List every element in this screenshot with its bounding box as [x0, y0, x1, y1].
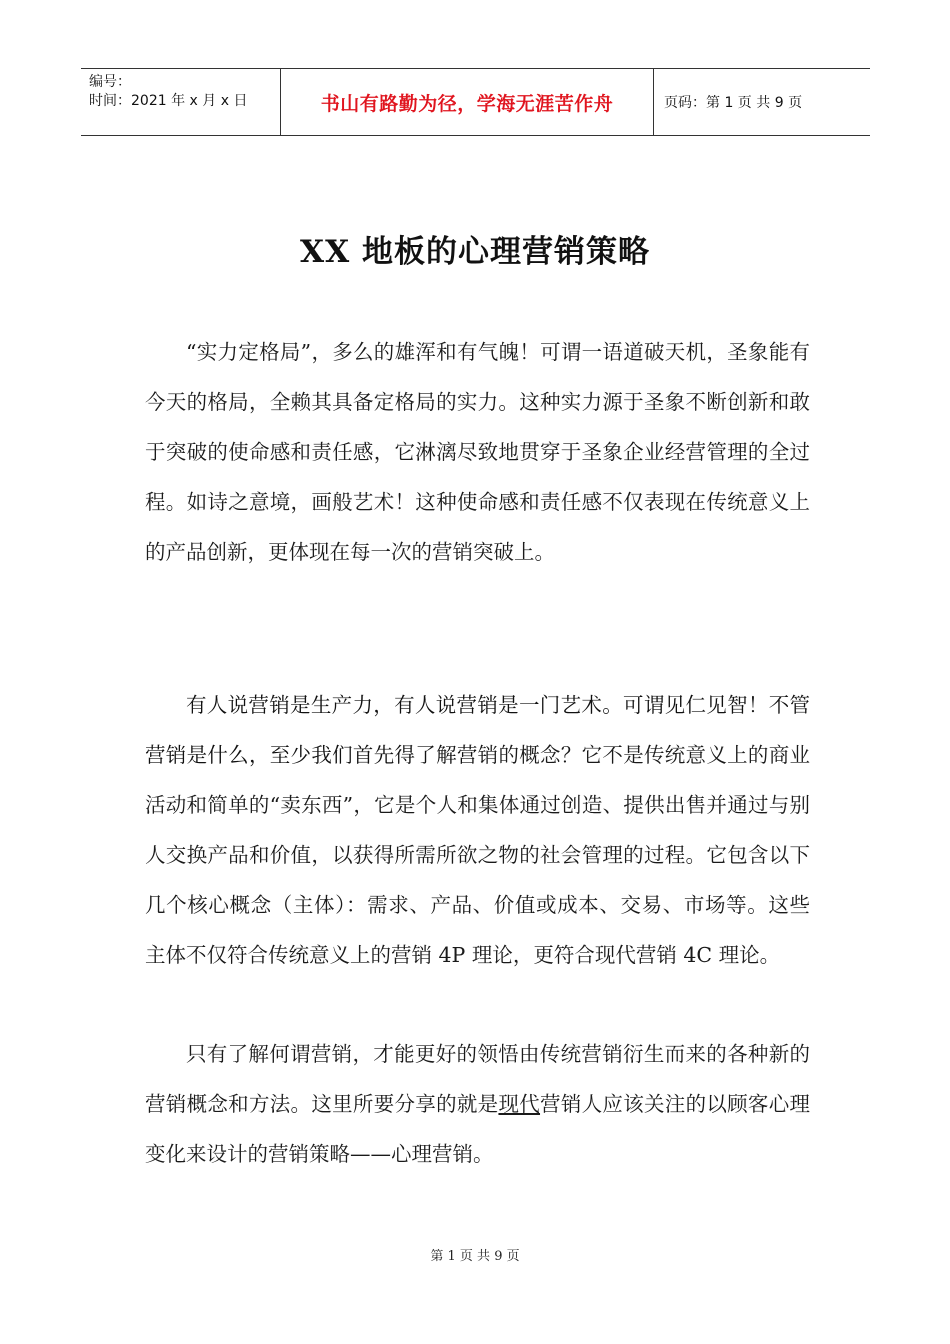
- paragraph-2-serif-run: 销的概念？它不是传统意义上的商业活动和简单的“卖东西”，它是个人和集体通过创造、提供出售并通过与别人交换产品和价值，以获得所需所欲之物的社会管理的过程。它包含以下几个核心概念（主体）：需求、产品、价值或成本、交易、市场等。这些主体不仅符合传统意义上的营销 4P 理论，更符合现代营销 4C 理论。: [145, 743, 811, 967]
- paragraph-1: “实力定格局”，多么的雄浑和有气魄！可谓一语道破天机，圣象能有今天的格局，全赖其具备定格局的实力。这种实力源于圣象不断创新和敢于突破的使命感和责任感，它淋漓尽致地贯穿于圣象企业经营管理的全过程。如诗之意境，画般艺术！这种使命感和责任感不仅表现在传统意义上的产品创新，更体现在每一次的营销突破上。: [145, 340, 810, 564]
- page-footer: 第 1 页 共 9 页: [430, 1249, 520, 1264]
- paragraph-3-part-1: 只有了解何谓营销，才能更好的领悟由传统营销衍生而来的各种新的营销概念和方法。这里所要分享的就是: [145, 1042, 810, 1116]
- header-motto: 书山有路勤为径，学海无涯苦作舟: [281, 69, 654, 135]
- serial-number-label: 编号：: [89, 74, 131, 90]
- paragraph-3: [145, 1029, 810, 1179]
- paragraph-2: [145, 680, 810, 980]
- document-header: [81, 68, 870, 136]
- header-meta-cell: [81, 69, 281, 135]
- document-title: XX 地板的心理营销策略: [300, 234, 650, 270]
- paragraph-2-sans-run: 有人说营销是生产力，有人说营销是一门艺术。可谓见仁见智！不管营销是什么，至少我们首先得了解营: [145, 693, 810, 767]
- paragraph-3-part-2: 营销人应该关注的以顾客心理变化来设计的营销策略——心理营销。: [145, 1092, 811, 1166]
- header-page-info: 页码：第 1 页 共 9 页: [664, 95, 803, 111]
- date-label: 时间：2021 年 x 月 x 日: [89, 93, 248, 109]
- paragraph-3-underlined-word: 现代: [498, 1092, 541, 1116]
